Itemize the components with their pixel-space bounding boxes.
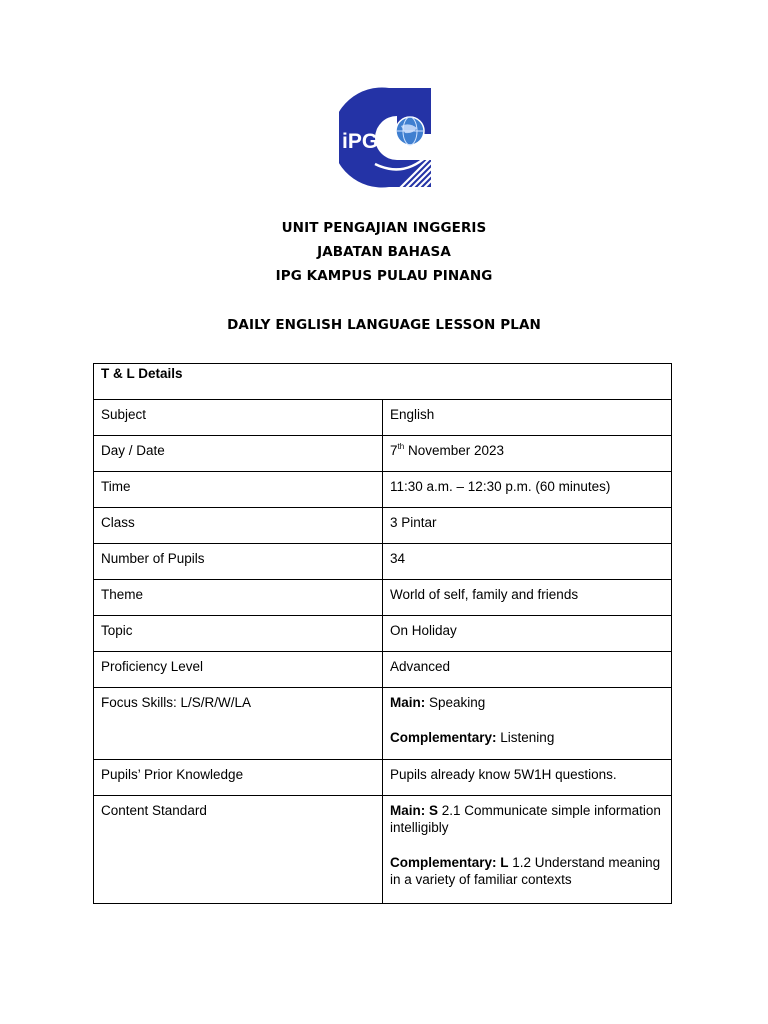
date-value: [383, 436, 672, 472]
time-value: 11:30 a.m. – 12:30 p.m. (60 minutes): [383, 472, 672, 508]
pupils-value: 34: [383, 544, 672, 580]
table-row-focus: [94, 688, 672, 760]
focus-main-value: Speaking: [425, 695, 486, 710]
content-main-value: 2.1 Communicate simple information intelligibly: [390, 803, 661, 835]
document-title: DAILY ENGLISH LANGUAGE LESSON PLAN: [227, 317, 541, 333]
table-row-subject: [94, 400, 672, 436]
lesson-plan-table: [93, 363, 672, 904]
section-title: T & L Details: [94, 364, 672, 400]
class-value: 3 Pintar: [383, 508, 672, 544]
content-label: Content Standard: [94, 796, 383, 904]
logo-text: iPG: [342, 130, 379, 153]
table-row-proficiency: [94, 652, 672, 688]
pupils-label: Number of Pupils: [94, 544, 383, 580]
focus-main: [390, 694, 664, 711]
proficiency-label: Proficiency Level: [94, 652, 383, 688]
table-row-section: [94, 364, 672, 400]
time-label: Time: [94, 472, 383, 508]
class-label: Class: [94, 508, 383, 544]
focus-comp-label: Complementary:: [390, 730, 497, 745]
content-value: [383, 796, 672, 904]
table-row-date: [94, 436, 672, 472]
ipg-logo: [339, 86, 433, 189]
topic-value: On Holiday: [383, 616, 672, 652]
unit-name: UNIT PENGAJIAN INGGERIS: [281, 220, 487, 236]
table-row-topic: [94, 616, 672, 652]
focus-comp-value: Listening: [496, 730, 555, 745]
theme-value: World of self, family and friends: [383, 580, 672, 616]
focus-label: Focus Skills: L/S/R/W/LA: [94, 688, 383, 760]
theme-label: Theme: [94, 580, 383, 616]
prior-value: Pupils already know 5W1H questions.: [383, 760, 672, 796]
topic-label: Topic: [94, 616, 383, 652]
focus-complementary: [390, 729, 664, 746]
focus-value: [383, 688, 672, 760]
department-name: JABATAN BAHASA: [317, 244, 451, 260]
content-complementary: [390, 854, 664, 888]
date-day: 7: [390, 443, 398, 458]
date-rest: November 2023: [404, 443, 504, 458]
content-main: [390, 802, 664, 836]
proficiency-value: Advanced: [383, 652, 672, 688]
table-row-theme: [94, 580, 672, 616]
table-row-content: [94, 796, 672, 904]
date-suffix: th: [397, 441, 405, 451]
prior-label: Pupils’ Prior Knowledge: [94, 760, 383, 796]
table-row-class: [94, 508, 672, 544]
content-comp-value: 1.2 Understand meaning in a variety of familiar contexts: [390, 855, 661, 887]
campus-name: IPG KAMPUS PULAU PINANG: [275, 268, 493, 284]
subject-label: Subject: [94, 400, 383, 436]
focus-main-label: Main:: [390, 695, 426, 710]
subject-value: English: [383, 400, 672, 436]
date-label: Day / Date: [94, 436, 383, 472]
content-comp-label: Complementary: L: [390, 855, 509, 870]
table-row-prior: [94, 760, 672, 796]
content-main-label: Main: S: [390, 803, 439, 818]
table-row-time: [94, 472, 672, 508]
table-row-pupils: [94, 544, 672, 580]
